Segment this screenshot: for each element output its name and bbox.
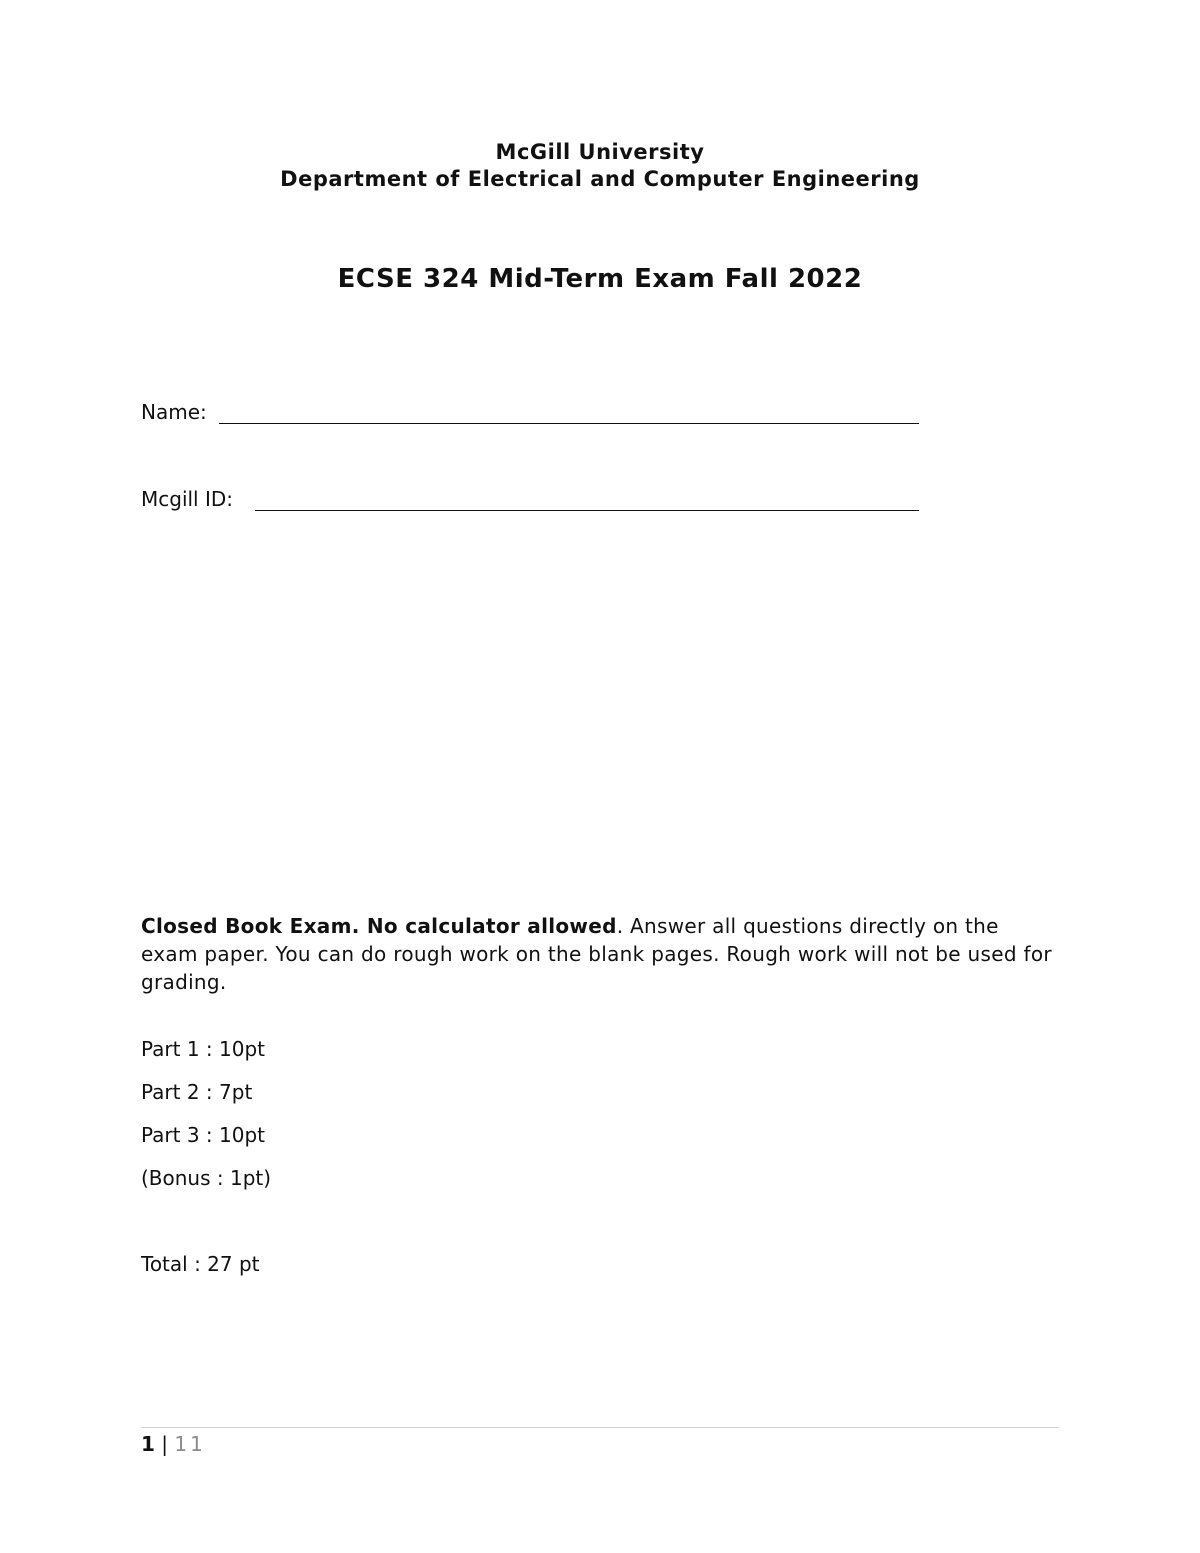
total-pages: 11 (174, 1432, 206, 1456)
page-separator: | (161, 1432, 169, 1456)
name-label: Name: (141, 400, 207, 424)
department-heading: Department of Electrical and Computer Engineering (280, 167, 920, 191)
total-points: Total : 27 pt (141, 1252, 260, 1276)
part1-points: Part 1 : 10pt (141, 1037, 266, 1061)
page-number: 1 (141, 1432, 155, 1456)
university-heading: McGill University (495, 140, 705, 164)
exam-title: ECSE 324 Mid-Term Exam Fall 2022 (337, 264, 863, 294)
name-underline[interactable] (219, 423, 919, 424)
part2-points: Part 2 : 7pt (141, 1080, 253, 1104)
instructions-bold-lead: Closed Book Exam. No calculator allowed (141, 914, 617, 938)
instructions-text: . Answer all questions directly on the exam paper. You can do rough work on the blank pages. Rough work will not be used for grading. (141, 914, 1052, 994)
mcgill-id-label: Mcgill ID: (141, 487, 234, 511)
footer-divider (141, 1427, 1059, 1428)
mcgill-id-underline[interactable] (255, 510, 919, 511)
exam-instructions (141, 912, 1061, 996)
page-footer (141, 1432, 206, 1456)
bonus-points: (Bonus : 1pt) (141, 1166, 272, 1190)
part3-points: Part 3 : 10pt (141, 1123, 266, 1147)
